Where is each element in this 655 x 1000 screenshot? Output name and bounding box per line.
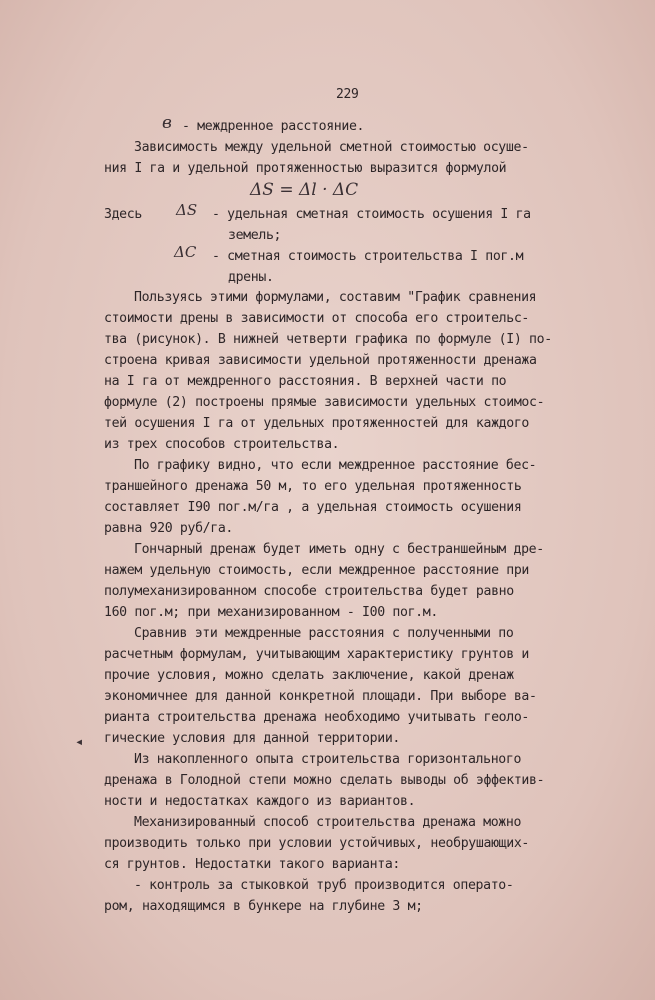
text-line-4-label: Здесь — [104, 207, 142, 222]
text-line-1: - междренное расстояние. — [182, 119, 365, 134]
page-number: 229 — [336, 87, 359, 102]
text-line-3: ния I га и удельной протяженностью выразится формулой — [104, 161, 507, 176]
text-line-35: ся грунтов. Недостатки такого варианта: — [104, 857, 400, 872]
text-line-12: на I га от междренного расстояния. В верхней части по — [104, 374, 507, 389]
text-line-32: ности и недостатках каждого из вариантов. — [104, 794, 416, 809]
text-line-34: производить только при условии устойчивых, необрушающих- — [104, 836, 530, 851]
text-line-13: формуле (2) построены прямые зависимости удельных стоимос- — [104, 395, 545, 410]
text-line-33: Механизированный способ строительства дренажа можно — [134, 815, 522, 830]
text-line-20: Гончарный дренаж будет иметь одну с бестраншейным дре- — [134, 542, 544, 557]
text-line-8: Пользуясь этими формулами, составим "График сравнения — [134, 290, 537, 305]
text-line-29: гические условия для данной территории. — [104, 731, 400, 746]
text-line-9: стоимости дрены в зависимости от способа его строительс- — [104, 311, 530, 326]
text-line-19: равна 920 руб/га. — [104, 521, 234, 536]
text-line-21: нажем удельную стоимость, если междренное расстояние при — [104, 563, 530, 578]
text-line-7: дрены. — [228, 270, 274, 285]
text-line-18: составляет I90 пог.м/га , а удельная стоимость осушения — [104, 500, 522, 515]
text-line-17: траншейного дренажа 50 м, то его удельная протяженность — [104, 479, 522, 494]
text-line-10: тва (рисунок). В нижней четверти графика по формуле (I) по- — [104, 332, 552, 347]
text-line-24: Сравнив эти междренные расстояния с полученными по — [134, 626, 514, 641]
handwritten-b-symbol: в — [162, 113, 172, 133]
text-line-25: расчетным формулам, учитывающим характеристику грунтов и — [104, 647, 530, 662]
handwritten-formula: ΔS = Δl · ΔC — [250, 180, 359, 200]
text-line-14: тей осушения I га от удельных протяженностей для каждого — [104, 416, 530, 431]
text-line-22: полумеханизированном способе строительства будет равно — [104, 584, 514, 599]
text-line-16: По графику видно, что если междренное расстояние бес- — [134, 458, 537, 473]
text-line-11: строена кривая зависимости удельной протяженности дренажа — [104, 353, 537, 368]
handwritten-delta-c: ΔC — [174, 243, 197, 261]
handwritten-delta-s: ΔS — [176, 201, 198, 219]
text-line-2: Зависимость между удельной сметной стоимостью осуше- — [134, 140, 529, 155]
text-line-6: - сметная стоимость строительства I пог.м — [212, 249, 524, 264]
text-line-30: Из накопленного опыта строительства горизонтального — [134, 752, 522, 767]
text-line-37: ром, находящимся в бункере на глубине 3 м; — [104, 899, 423, 914]
text-line-4: - удельная сметная стоимость осушения I га — [212, 207, 531, 222]
text-line-23: 160 пог.м; при механизированном - I00 пог.м. — [104, 605, 438, 620]
text-line-15: из трех способов строительства. — [104, 437, 340, 452]
text-line-36: - контроль за стыковкой труб производится операто- — [134, 878, 514, 893]
text-line-5: земель; — [228, 228, 282, 243]
text-line-27: экономичнее для данной конкретной площади. При выборе ва- — [104, 689, 537, 704]
margin-mark: ◂ — [75, 734, 84, 750]
text-line-28: рианта строительства дренажа необходимо учитывать геоло- — [104, 710, 530, 725]
text-line-31: дренажа в Голодной степи можно сделать выводы об эффектив- — [104, 773, 545, 788]
text-line-26: прочие условия, можно сделать заключение, какой дренаж — [104, 668, 514, 683]
